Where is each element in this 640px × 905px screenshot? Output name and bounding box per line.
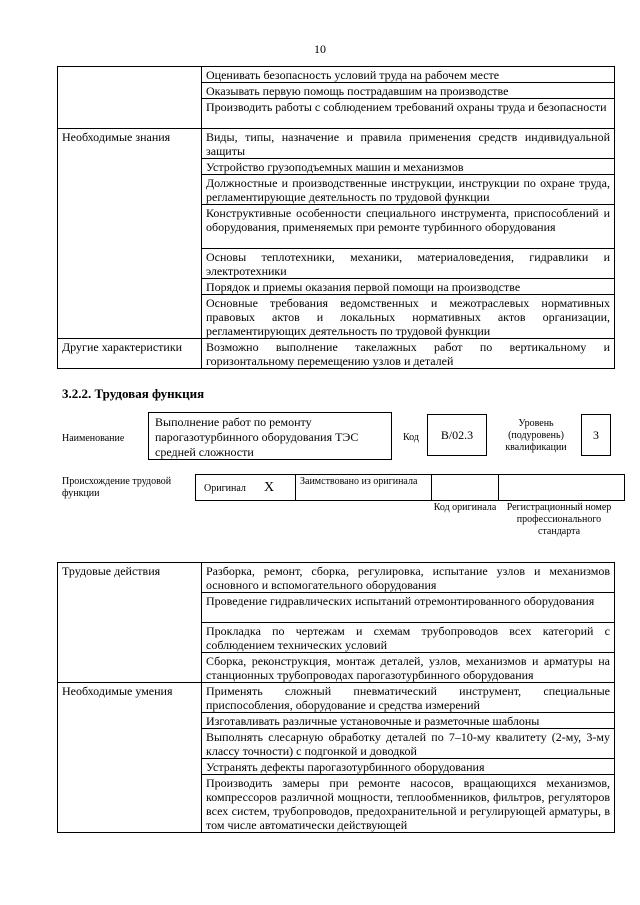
row-text: Основы теплотехники, механики, материаловедения, гидравлики и электротехники [202,249,615,279]
table-row [58,67,615,83]
table-row [58,563,615,593]
row-text: Должностные и производственные инструкции, инструкции по охране труда, регламентирующие деятельность по трудовой функции [202,175,615,205]
page-number: 10 [314,42,326,56]
row-text: Производить замеры при ремонте насосов, вращающихся механизмов, компрессоров различной мощности, теплообменников, фильтров, регуляторов всех систем, трубопроводов, предохранительной и регулирующей арматуры, в том числе автоматически действующей [202,775,615,833]
row-text: Производить работы с соблюдением требований охраны труда и безопасности [202,99,615,129]
row-label-knowledge: Необходимые знания [58,129,202,339]
row-text: Виды, типы, назначение и правила применения средств индивидуальной защиты [202,129,615,159]
borrowed-label: Заимствовано из оригинала [300,476,418,487]
level-value: 3 [593,428,599,442]
row-label-skills: Необходимые умения [58,683,202,833]
code-value: В/02.3 [440,428,474,442]
row-text: Основные требования ведомственных и межотраслевых нормативных правовых актов и локальных нормативных актов организации, регламентирующих деятельность по трудовой функции [202,295,615,339]
function-name-box [148,412,392,460]
origin-label: Происхождение трудовой функции [62,476,172,499]
reg-number-label: Регистрационный номер профессионального стандарта [506,502,612,537]
origin-divider [431,474,432,501]
row-text: Возможно выполнение такелажных работ по вертикальному и горизонтальному перемещению узлов и деталей [202,339,615,369]
original-label: Оригинал [204,483,246,494]
actions-table [57,562,615,833]
row-label [58,67,202,129]
origin-divider [295,474,296,501]
row-text: Разборка, ремонт, сборка, регулировка, испытание узлов и механизмов основного и вспомогательного оборудования [202,563,615,593]
level-box [581,414,611,456]
row-text: Сборка, реконструкция, монтаж деталей, узлов, механизмов и арматуры на станционных трубопроводах парогазотурбинного оборудования [202,653,615,683]
row-text: Выполнять слесарную обработку деталей по 7–10-му квалитету (2-му, 3-му классу точности) с подгонкой и доводкой [202,729,615,759]
row-text: Оказывать первую помощь пострадавшим на производстве [202,83,615,99]
level-label: Уровень (подуровень) квалификации [505,418,567,453]
row-text: Устранять дефекты парогазотурбинного оборудования [202,759,615,775]
knowledge-table [57,66,615,369]
table-row [58,339,615,369]
origin-divider [498,474,499,501]
row-text: Порядок и приемы оказания первой помощи на производстве [202,279,615,295]
code-box [427,414,487,456]
row-text: Устройство грузоподъемных машин и механизмов [202,159,615,175]
section-title: 3.2.2. Трудовая функция [62,386,205,401]
row-text: Оценивать безопасность условий труда на рабочем месте [202,67,615,83]
row-text: Проведение гидравлических испытаний отремонтированного оборудования [202,593,615,623]
row-text: Изготавливать различные установочные и разметочные шаблоны [202,713,615,729]
table-row [58,683,615,713]
function-name: Выполнение работ по ремонту парогазотурбинного оборудования ТЭС средней сложности [155,415,359,459]
row-text: Прокладка по чертежам и схемам трубопроводов всех категорий с соблюдением технических условий [202,623,615,653]
table-row [58,129,615,159]
row-text: Конструктивные особенности специального инструмента, приспособлений и оборудования, применяемых при ремонте турбинного оборудования [202,205,615,249]
original-mark: X [264,480,275,495]
code-original-label: Код оригинала [433,502,497,513]
name-label: Наименование [62,433,125,444]
code-label: Код [403,432,419,443]
row-label-other: Другие характеристики [58,339,202,369]
row-label-actions: Трудовые действия [58,563,202,683]
row-text: Применять сложный пневматический инструмент, специальные приспособления, оборудование и средства измерений [202,683,615,713]
